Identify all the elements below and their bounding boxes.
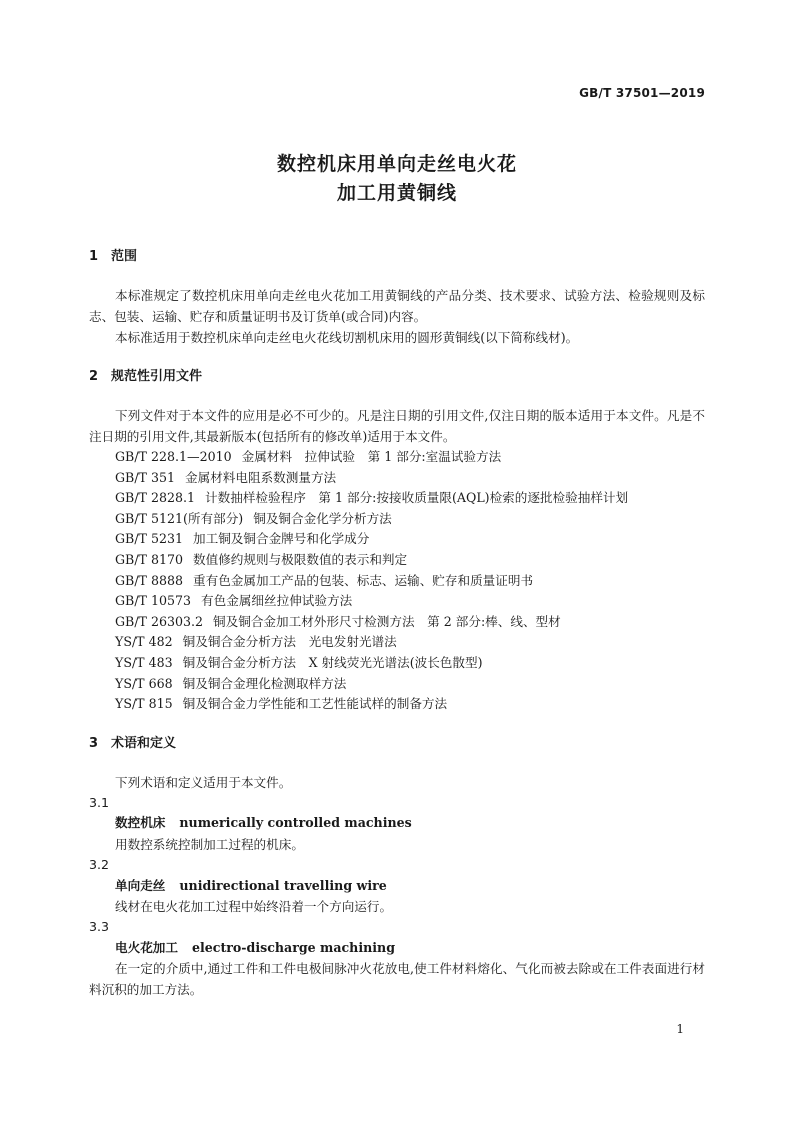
term-zh: 单向走丝 — [115, 877, 166, 893]
reference-code: YS/T 668 — [115, 675, 173, 691]
reference-title: 金属材料电阻系数测量方法 — [185, 469, 337, 485]
term-en: unidirectional travelling wire — [179, 877, 387, 893]
reference-code: GB/T 10573 — [115, 593, 192, 609]
title-line-2: 加工用黄铜线 — [336, 182, 457, 204]
reference-code: GB/T 8888 — [115, 572, 184, 588]
term-definition: 线材在电火花加工过程中始终沿着一个方向运行。 — [115, 899, 393, 915]
main-content — [89, 247, 705, 1000]
page-number: 1 — [676, 1022, 684, 1036]
section-heading-normative — [89, 367, 705, 387]
reference-code: YS/T 483 — [115, 654, 173, 670]
scope-paragraph-1: 本标准规定了数控机床用单向走丝电火花加工用黄铜线的产品分类、技术要求、试验方法、检验规则及标志、包装、运输、贮存和质量证明书及订货单(或合同)内容。 — [89, 288, 705, 324]
reference-item — [89, 612, 705, 633]
section-number: 1 — [89, 249, 99, 264]
reference-title: 铜及铜合金化学分析方法 — [253, 510, 392, 526]
term-heading — [89, 813, 705, 834]
reference-item — [89, 509, 705, 530]
reference-item — [89, 488, 705, 509]
term-heading — [89, 876, 705, 897]
normative-intro: 下列文件对于本文件的应用是必不可少的。凡是注日期的引用文件,仅注日期的版本适用于本文件。凡是不注日期的引用文件,其最新版本(包括所有的修改单)适用于本文件。 — [89, 408, 705, 444]
reference-title: 有色金属细丝拉伸试验方法 — [201, 593, 353, 609]
reference-item — [89, 571, 705, 592]
standard-code: GB/T 37501—2019 — [579, 86, 705, 100]
reference-title: 金属材料 拉伸试验 第 1 部分:室温试验方法 — [241, 449, 502, 464]
term-number: 3.1 — [89, 794, 110, 810]
section-number: 3 — [89, 735, 99, 751]
reference-item — [89, 550, 705, 571]
term-zh: 数控机床 — [115, 815, 166, 831]
reference-title: 计数抽样检验程序 第 1 部分:按接收质量限(AQL)检索的逐批检验抽样计划 — [205, 490, 629, 506]
reference-code: YS/T 482 — [115, 634, 173, 650]
scope-paragraph-2: 本标准适用于数控机床单向走丝电火花线切割机床用的圆形黄铜线(以下简称线材)。 — [115, 330, 579, 345]
reference-item — [89, 632, 705, 653]
section-number: 2 — [89, 369, 99, 384]
section-title: 术语和定义 — [111, 735, 177, 751]
reference-code: GB/T 5231 — [115, 531, 184, 547]
term-definition: 用数控系统控制加工过程的机床。 — [115, 836, 304, 852]
reference-code: GB/T 5121(所有部分) — [115, 510, 244, 526]
reference-title: 铜及铜合金分析方法 光电发射光谱法 — [182, 634, 397, 650]
reference-code: GB/T 26303.2 — [115, 613, 204, 629]
reference-title: 重有色金属加工产品的包装、标志、运输、贮存和质量证明书 — [193, 572, 534, 588]
section-title: 范围 — [111, 249, 138, 264]
title-line-1: 数控机床用单向走丝电火花 — [276, 153, 517, 175]
reference-title: 铜及铜合金力学性能和工艺性能试样的制备方法 — [182, 696, 448, 712]
reference-item — [89, 694, 705, 715]
terms-intro: 下列术语和定义适用于本文件。 — [115, 774, 292, 790]
term-definition: 在一定的介质中,通过工件和工件电极间脉冲火花放电,使工件材料熔化、气化而被去除或在工件表面进行材料沉积的加工方法。 — [89, 961, 705, 998]
section-heading-terms — [89, 734, 705, 754]
term-zh: 电火花加工 — [115, 939, 178, 955]
reference-title: 数值修约规则与极限数值的表示和判定 — [193, 551, 408, 567]
document-title — [0, 150, 794, 208]
reference-item — [89, 591, 705, 612]
reference-title: 铜及铜合金加工材外形尺寸检测方法 第 2 部分:棒、线、型材 — [213, 613, 561, 629]
term-en: electro-discharge machining — [191, 939, 396, 955]
reference-code: GB/T 351 — [115, 469, 175, 485]
section-title: 规范性引用文件 — [111, 369, 203, 384]
term-en: numerically controlled machines — [179, 815, 412, 831]
reference-item — [89, 447, 705, 468]
reference-code: GB/T 2828.1 — [115, 490, 196, 506]
reference-code: GB/T 8170 — [115, 551, 184, 567]
reference-item — [89, 653, 705, 674]
term-number: 3.3 — [89, 919, 110, 935]
reference-title: 铜及铜合金分析方法 X 射线荧光光谱法(波长色散型) — [182, 654, 483, 670]
section-heading-scope — [89, 247, 705, 267]
reference-title: 加工铜及铜合金牌号和化学成分 — [193, 531, 370, 547]
reference-code: GB/T 228.1—2010 — [115, 449, 232, 464]
reference-item — [89, 674, 705, 695]
reference-code: YS/T 815 — [115, 696, 173, 712]
reference-title: 铜及铜合金理化检测取样方法 — [182, 675, 347, 691]
reference-item — [89, 529, 705, 550]
reference-item — [89, 468, 705, 489]
term-heading — [89, 938, 705, 959]
term-number: 3.2 — [89, 856, 110, 872]
